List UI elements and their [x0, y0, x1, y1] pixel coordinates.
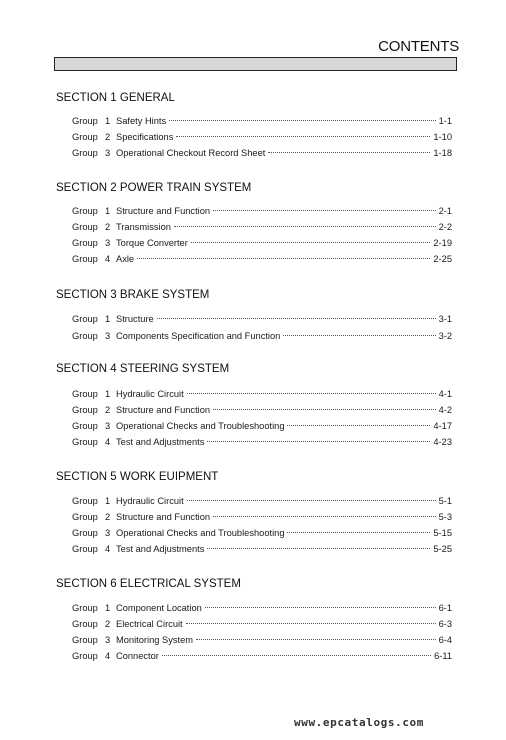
page-ref: 1-18 [433, 148, 452, 158]
group-number: 2 [105, 512, 111, 522]
entry-title: Component Location [116, 603, 202, 613]
group-number: 2 [105, 619, 111, 629]
section-heading: SECTION 1 GENERAL [56, 92, 175, 104]
toc-entry[interactable] [72, 437, 452, 451]
group-number: 3 [105, 528, 111, 538]
group-label: Group [72, 405, 98, 415]
group-label: Group [72, 132, 98, 142]
toc-entry[interactable] [72, 314, 452, 328]
page-ref: 3-1 [438, 314, 452, 324]
dot-leader [283, 335, 435, 336]
group-label: Group [72, 635, 98, 645]
entry-title: Test and Adjustments [116, 544, 205, 554]
group-number: 4 [105, 544, 111, 554]
group-number: 4 [105, 254, 111, 264]
dot-leader [169, 120, 435, 121]
toc-entry[interactable] [72, 238, 452, 252]
page-ref: 4-2 [438, 405, 452, 415]
toc-entry[interactable] [72, 405, 452, 419]
page-ref: 5-15 [433, 528, 452, 538]
toc-entry[interactable] [72, 512, 452, 526]
page-ref: 5-25 [433, 544, 452, 554]
dot-leader [207, 548, 430, 549]
page-ref: 2-1 [438, 206, 452, 216]
toc-entry[interactable] [72, 544, 452, 558]
group-number: 1 [105, 496, 111, 506]
toc-entry[interactable] [72, 496, 452, 510]
entry-title: Operational Checks and Troubleshooting [116, 528, 285, 538]
group-number: 4 [105, 651, 111, 661]
entry-title: Electrical Circuit [116, 619, 183, 629]
toc-entry[interactable] [72, 603, 452, 617]
page-ref: 2-25 [433, 254, 452, 264]
dot-leader [176, 136, 430, 137]
entry-title: Structure [116, 314, 154, 324]
toc-entry[interactable] [72, 222, 452, 236]
watermark-url: www.epcatalogs.com [294, 716, 425, 729]
entry-title: Monitoring System [116, 635, 193, 645]
group-number: 1 [105, 314, 111, 324]
page-ref: 2-2 [438, 222, 452, 232]
dot-leader [207, 441, 430, 442]
group-number: 2 [105, 132, 111, 142]
page-ref: 1-1 [438, 116, 452, 126]
group-label: Group [72, 238, 98, 248]
entry-title: Operational Checks and Troubleshooting [116, 421, 285, 431]
group-label: Group [72, 496, 98, 506]
dot-leader [162, 655, 431, 656]
page-ref: 5-3 [438, 512, 452, 522]
section-heading: SECTION 6 ELECTRICAL SYSTEM [56, 578, 241, 590]
group-number: 2 [105, 405, 111, 415]
group-number: 1 [105, 206, 111, 216]
toc-entry[interactable] [72, 651, 452, 665]
entry-title: Connector [116, 651, 159, 661]
page-ref: 6-3 [438, 619, 452, 629]
entry-title: Structure and Function [116, 206, 211, 216]
page-ref: 6-11 [434, 651, 452, 661]
entry-title: Torque Converter [116, 238, 188, 248]
toc-entry[interactable] [72, 389, 452, 403]
group-label: Group [72, 437, 98, 447]
toc-entry[interactable] [72, 528, 452, 542]
page-ref: 6-1 [438, 603, 452, 613]
page-ref: 5-1 [438, 496, 452, 506]
entry-title: Test and Adjustments [116, 437, 205, 447]
toc-entry[interactable] [72, 116, 452, 130]
group-label: Group [72, 116, 98, 126]
entry-title: Hydraulic Circuit [116, 496, 184, 506]
toc-entry[interactable] [72, 254, 452, 268]
group-label: Group [72, 544, 98, 554]
page-ref: 4-1 [438, 389, 452, 399]
dot-leader [213, 409, 436, 410]
group-number: 3 [105, 238, 111, 248]
group-label: Group [72, 389, 98, 399]
dot-leader [187, 393, 436, 394]
dot-leader [205, 607, 436, 608]
group-number: 1 [105, 389, 111, 399]
entry-title: Hydraulic Circuit [116, 389, 184, 399]
page-ref: 1-10 [433, 132, 452, 142]
group-number: 1 [105, 116, 111, 126]
entry-title: Axle [116, 254, 135, 264]
toc-entry[interactable] [72, 148, 452, 162]
group-label: Group [72, 603, 98, 613]
toc-entry[interactable] [72, 635, 452, 649]
group-label: Group [72, 528, 98, 538]
group-label: Group [72, 421, 98, 431]
entry-title: Structure and Function [116, 512, 211, 522]
entry-title: Specifications [116, 132, 174, 142]
group-number: 2 [105, 222, 111, 232]
dot-leader [157, 318, 436, 319]
page-ref: 3-2 [438, 331, 452, 341]
entry-title: Transmission [116, 222, 171, 232]
section-heading: SECTION 3 BRAKE SYSTEM [56, 289, 210, 301]
toc-entry[interactable] [72, 331, 452, 345]
dot-leader [287, 532, 430, 533]
group-label: Group [72, 619, 98, 629]
section-heading: SECTION 4 STEERING SYSTEM [56, 363, 230, 375]
group-label: Group [72, 148, 98, 158]
page-ref: 4-17 [433, 421, 452, 431]
dot-leader [174, 226, 436, 227]
section-heading: SECTION 5 WORK EUIPMENT [56, 471, 219, 483]
dot-leader [191, 242, 431, 243]
group-label: Group [72, 314, 98, 324]
page-ref: 6-4 [438, 635, 452, 645]
entry-title: Components Specification and Function [116, 331, 281, 341]
toc-entry[interactable] [72, 206, 452, 220]
dot-leader [186, 623, 436, 624]
group-label: Group [72, 206, 98, 216]
dot-leader [213, 516, 436, 517]
group-number: 3 [105, 148, 111, 158]
group-label: Group [72, 331, 98, 341]
dot-leader [213, 210, 436, 211]
toc-entry[interactable] [72, 619, 452, 633]
section-heading: SECTION 2 POWER TRAIN SYSTEM [56, 182, 252, 194]
dot-leader [137, 258, 430, 259]
dot-leader [268, 152, 430, 153]
dot-leader [187, 500, 436, 501]
dot-leader [287, 425, 430, 426]
group-number: 3 [105, 421, 111, 431]
page-title: CONTENTS [378, 38, 459, 55]
entry-title: Operational Checkout Record Sheet [116, 148, 266, 158]
toc-entry[interactable] [72, 421, 452, 435]
group-number: 3 [105, 635, 111, 645]
dot-leader [196, 639, 436, 640]
page-ref: 2-19 [433, 238, 452, 248]
title-bar [54, 57, 457, 71]
entry-title: Safety Hints [116, 116, 167, 126]
group-label: Group [72, 222, 98, 232]
group-label: Group [72, 651, 98, 661]
group-number: 4 [105, 437, 111, 447]
entry-title: Structure and Function [116, 405, 211, 415]
group-label: Group [72, 254, 98, 264]
toc-entry[interactable] [72, 132, 452, 146]
group-number: 1 [105, 603, 111, 613]
group-label: Group [72, 512, 98, 522]
page-ref: 4-23 [433, 437, 452, 447]
group-number: 3 [105, 331, 111, 341]
